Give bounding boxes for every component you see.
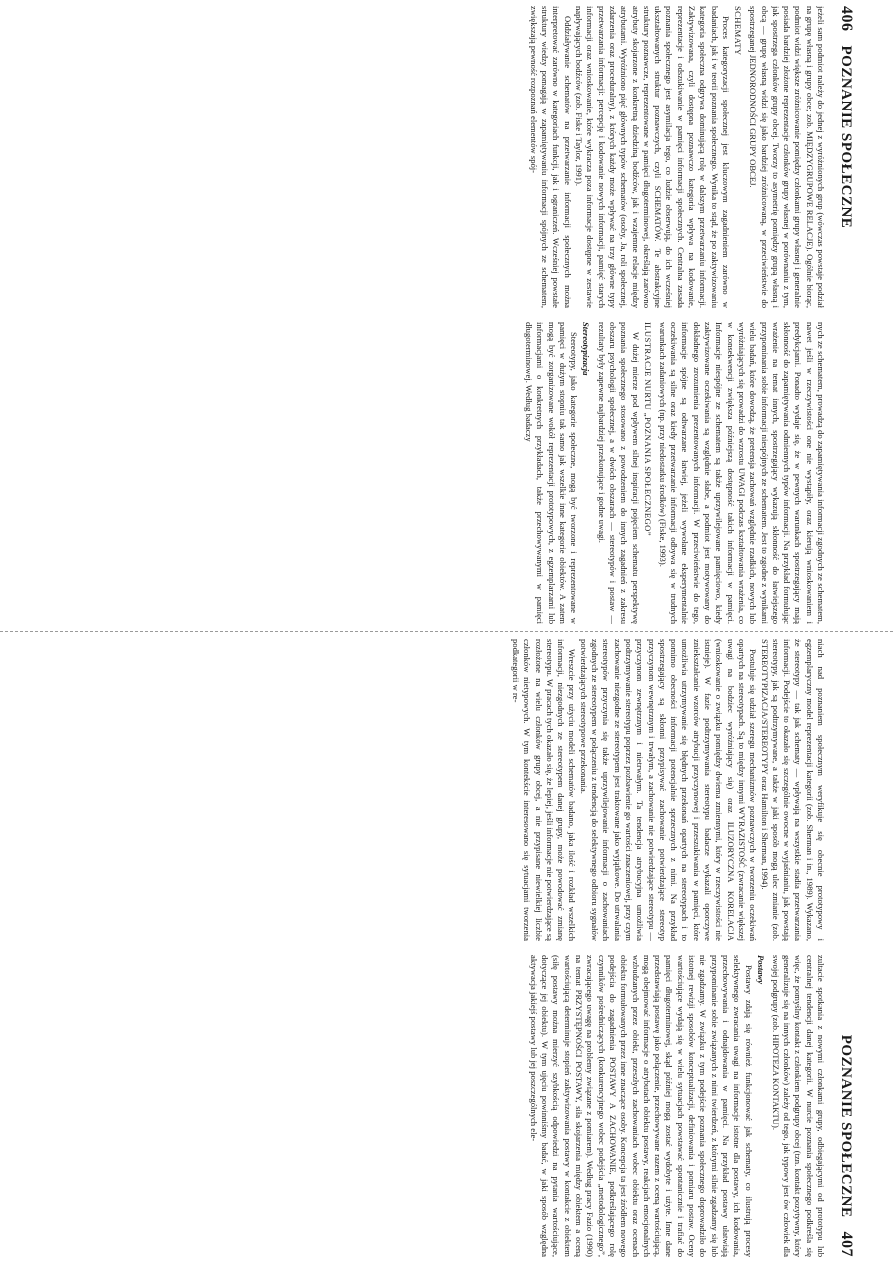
paragraph: niach nad poznaniem społecznym weryfikuje się obecnie prototypowy i egzemplaryczny model reprezentacji kategorii (zob. Sherman i in., 1989). Wykazano, że stereotypy — tak jak schematy — wpływają na wszystkie stadia przetwarzania informacji. Podejście to okazało się szczególnie owocne w wyjaśnianiu, jak powstają stereotypy, jak są podtrzymywane, a także w jaki sposób mogą ulec zmianie (zob. STEREOTYPIZACJA/STEREOTYPY oraz Hamilton i Sherman, 1994).	[759, 639, 826, 941]
section-heading: SCHEMATY	[732, 6, 743, 56]
page-number: 407	[838, 1231, 855, 1257]
paragraph: Stereotypy, jako kategorie społeczne, mogą być tworzone i reprezentowane w pamięci w dużym stopniu tak samo jak wszelkie inne kategorie obiektów. A zatem mogą być zorganizowane wokół reprezentacji prototypowych, z egzemplarzami lub informacjami o konkretnych przykładach, także przechowywanymi w pamięci długoterminowej. Według badaczy	[524, 322, 580, 624]
right-page	[442, 633, 862, 1263]
paragraph: nych ze schematem, prowadzą do zapamiętywania informacji zgodnych ze schematem, nawet jeśli w rzeczywistości one nie wystąpiły, oraz kierują wnioskowaniem i predykcjami. Ponadto wydaje się, że w pewnych warunkach spostrzegający mają skłonność do zapamiętywania odmiennych typów informacji. Na przykład formułując wrażenie na temat innych, spostrzegający wykazują skłonność do łatwiejszego przypominania sobie informacji niespójnych ze schematem. Jest to zgodne z wynikami wielu badań, które dowodzą, że pretensja zachowań względnie rzadkich, nowych lub wyróżniających się prowadzi do wzrostu UWAGI podczas kształtowania wrażenia, co w konsekwencji zwiększa późniejszą dostępność takich informacji w pamięci. Informacje niespójne ze schematem są także uprzywilejowane pamięciowo, kiedy zaktywizowane oczekiwania są względnie słabe, a podmiot jest motywowany do dokładnego zrozumienia prezentowanych informacji. W przeciwieństwie do tego, informacje spójne są odtwarzane łatwiej, jeżeli wywołane eksperymentalnie oczekiwania są silne oraz kiedy przetwarzanie informacji odbywa się w trudnych warunkach zadaniowych (np. przy niedostatku środków) (Fiske, 1993).	[657, 322, 826, 624]
paragraph: jeżeli sam podmiot należy do jednej z wyróżnionych grup (wówczas powstaje podział na grupę własną i grupy obce; zob. MIĘDZYGRUPOWE RELACJE). Ogólnie biorąc, podmiot widzi większe zróżnicowanie pomiędzy członkami grupy własnej i generalnie posiada bardziej złożone reprezentacje członków grupy własnej w porównaniu z tym, jak spostrzega członków grupy obcej. Tworzy to asymetrię pomiędzy grupą własną i obcą — grupę własną widzi się jako bardziej zróżnicowaną, w przeciwieństwie do spostrzeganej JEDNORODNOŚCI GRUPY OBCEJ.	[748, 6, 826, 308]
text-columns	[446, 6, 826, 624]
column	[446, 322, 826, 624]
running-head-title: POZNANIE SPOŁECZNE	[838, 45, 855, 229]
section-heading: ILUSTRACJE NURTU „POZNANIA SPOŁECZNEGO”	[642, 322, 653, 536]
paragraph: W dużej mierze pod wpływem silnej inspiracji pojęciem schematu perspektywę poznania społecznego stosowano z powodzeniem do innych zagadnień z zakresu obszaru psychologii społecznej, a w dwóch obszarach — stereotypów i postaw — rezultaty były zapewne najbardziej przekonujące i godne uwagi.	[596, 322, 641, 624]
paragraph: Proces kategoryzacji społecznej jest kluczowym zagadnieniem zarówno w badaniach, jak i w teorii poznania społecznego. Wynika to stąd, że po zaktywizowaniu kategoria społeczna odgrywa dominującą rolę w dalszym przetwarzaniu informacji. Zaktywizowana, czyli dostępna poznawczo kategoria wpływa na kodowanie, reprezentacje i odszukiwanie w pamięci informacji społecznych. Centralna zasada poznania społecznego jest asymilacja tego, co ludzie obserwują, do ich wcześniej ukształtowanych struktur poznawczych, czyli SCHEMATÓW. Te abstrakcyjne struktury poznawcze, reprezentowane w pamięci długoterminowej, określają zarówno atrybuty skojarzone z konkretną dziedziną bodźców, jak i wzajemne relacje między atrybutami. Wyróżniono pięć głównych typów schematów (osoby, Ja, roli społecznej, zdarzenia oraz proceduralny), z których każdy może wpływać na trzy główne typy przetwarzania informacji: percepcję i kodowanie nowych informacji, pamięć starych informacji oraz wnioskowanie, które wykracza poza informacje dostępne w zestawie napływających bodźców (zob. Fiske i Taylor, 1991).	[574, 6, 731, 308]
paragraph: Postawy zdają się również funkcjonować jak schematy, co ilustrują procesy selektywnego zwracania uwagi na informacje istotne dla postawy, ich kodowania, przechowywania i odnajdowania w pamięci. Na przykład postawy ułatwiają przypominanie sobie związanych z nimi twierdzeń, z którymi silnie zgadzamy się lub nie zgadzamy. W związku z tym podejście poznania społecznego doprowadziło do istotnej rewizji sposobów konceptualizacji, definiowania i pomiaru postaw. Oceny wartościujące wydają się w wielu sytuacjach powstawać spontanicznie i trafiać do pamięci długoterminowej, skąd później mogą zostać wydobyte i użyte. Inne dane przedstawiają postawę jako połączenie, przechowywane razem z oceną wartościującą, mogą obejmować informacje o atrybutach obiektu postawy, reakcjach emocjonalnych wzbudzanych przez obiekt, przeszłych zachowaniach wobec obiektu oraz ocenach obiektu formułowanych przez inne znaczące osoby. Koncepcja ta jest źródłem nowego podejścia do zagadnienia POSTAWY A ZACHOWANIE, podkreślającego rolę czynników pośredniczących (konkurencyjnego wobec podejścia „metodologicznego”, zwracającego uwagę na problemy związane z pomiarem). Według pracy Fazio (1990) na temat PRZYSTĘPNOŚCI POSTAWY, siła skojarzenia między obiektem a oceną wartościującą determinuje stopień zaktywizowania postawy w kontakcie z obiektem (siłę postawy można mierzyć szybkością odpowiedzi na pytania wartościujące, dotyczące jej obiektu). W tym ujęciu powinniśmy badać, w jaki sposób względna aktywacja jakiejś postawy lub jej poszczególnych ele-	[528, 955, 754, 1257]
page-divider	[0, 631, 893, 632]
left-page	[442, 0, 862, 630]
column	[446, 639, 826, 941]
paragraph: Postuluje się udział szeregu mechanizmów poznawczych w tworzeniu oczekiwań opartych na stereotypach. Są to między innymi WYRAZISTOŚĆ (zwracanie większej uwagi na bodziec wyróżniający się) oraz ILUZORYCZNA KORELACJA (wnioskowanie o związku pomiędzy dwiema zmiennymi, który w rzeczywistości nie istnieje). W fazie podtrzymywania stereotypu badacze wykazali oporczywe zniekształcanie wzorców atrybucji przyczynowej i przeszukiwania w pamięci, które umożliwia utrzymywanie się błędnych przekonań opartych na stereotypach i to pomimo obecności informacji potencjalnie sprzecznych z nimi. Na przykład spostrzegający są skłonni przypisywać zachowanie potwierdzające stereotyp przyczynom wewnętrznym i trwałym, a zachowanie nie potwierdzające stereotypu — przyczynom zewnętrznym i nietrwałym. Ta tendencja atrybucyjna umożliwia podtrzymywanie stereotypu poprzez pozbawienie go wartości znaczeniowej, przy czym zachowanie niezgodne ze stereotypem jest traktowane jako wyjątkowe. Do utrwalania stereotypów przyczynia się także uprzywilejowanie informacji o zachowaniach zgodnych ze stereotypem w połączeniu z tendencją do selektywnego odbioru sygnałów potwierdzających stereotypowe przekonania.	[578, 639, 759, 941]
running-head-left	[836, 6, 856, 624]
column	[446, 955, 826, 1257]
running-head-title: POZNANIE SPOŁECZNE	[838, 1034, 855, 1218]
paragraph: Wreszcie przy użyciu modeli schematów badano, jaka ilość i rozkład wszelkich informacji, niezgodnych ze stereotypem danej grupy, może powodować zmianę stereotypu. W pracach tych okazało się, że lepiej, jeśli informacje nie potwierdzające są rozłożone na wielu członków grupy obcej, a nie przypisane niewielkiej liczbie członków nietypowych. W tym kontekście interesowano się sytuacjami tworzenia podkategorii w re-	[510, 639, 578, 941]
running-head-right	[836, 639, 856, 1257]
column	[446, 6, 826, 308]
paragraph: zultacie spotkania z nowymi członkami grupy, odbiegającymi od prototypu lub centralnej tendencji danej kategorii. W nurcie poznania społecznego podkreśla się więc, że pomyślny kontakt z członkiem podgrupy obcej (tzn. kontakt pozytywny, który generalizuje się na innych członków) zależy od tego, jak typowy jest ów człowiek dla swojej podgrupy (zob. HIPOTEZA KONTAKTU).	[770, 955, 826, 1257]
text-columns	[446, 639, 826, 1257]
section-heading: Stereotypizacja	[581, 322, 592, 376]
paragraph: Oddziaływanie schematów na przetwarzanie informacji społecznych można interpretować zarówno w kategoriach funkcji, jak i ograniczeń. Wcześniej powstałe struktury wiedzy pomagają w zapamiętywaniu informacji spójnych ze schematem, zwiększają pewność rozpoznań elementów spój-	[528, 6, 573, 308]
section-heading: Postawy	[755, 955, 766, 985]
page-number: 406	[838, 6, 855, 32]
